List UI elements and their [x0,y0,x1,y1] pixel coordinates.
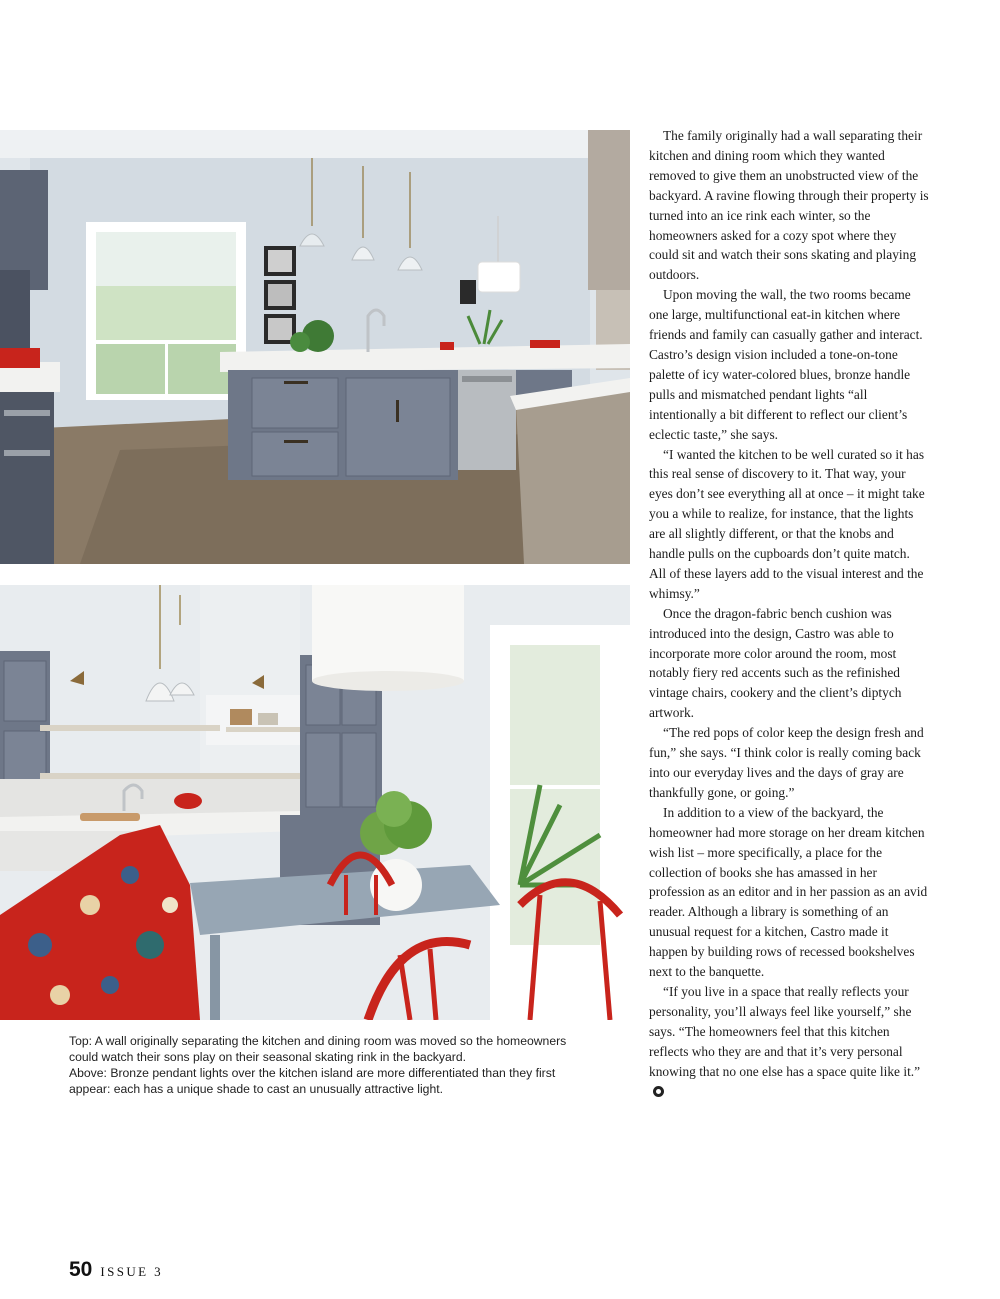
article-paragraph: Once the dragon-fabric bench cushion was introduced into the design, Castro was able to incorporate more color around the room, most notably fiery red accents such as the refinished vintage chairs, cookery and the client’s diptych artwork. [649,605,902,721]
article-paragraph: Upon moving the wall, the two rooms became one large, multifunctional eat-in kitchen where friends and family can casually gather and interact. Castro’s design vision included a tone-on-tone palette of icy water-colored blues, bronze handle pulls and mismatched pendant lights “all intentionally a bit different to reflect our client’s eclectic taste,” she says. [649,287,923,442]
page-number: 50 [69,1258,93,1281]
caption-top: Top: A wall originally separating the kitchen and dining room was moved so the homeowners could watch their sons play on their seasonal skating rink in the backyard. [69,1034,567,1064]
article-column [649,126,929,1101]
photo-caption [69,1033,584,1097]
caption-above: Above: Bronze pendant lights over the kitchen island are more differentiated than they first appear: each has a unique shade to cast an unusually attractive light. [69,1066,556,1096]
article-paragraph: The family originally had a wall separating their kitchen and dining room which they wanted removed to give them an unobstructed view of the backyard. A ravine flowing through their property is turned into an ice rink each winter, so the homeowners asked for a cozy spot where they could sit and watch their sons skating and playing outdoors. [649,128,929,283]
article-paragraph: “I wanted the kitchen to be well curated so it has this real sense of discovery to it. That way, your eyes don’t see everything all at once – it might take you a while to realize, for instance, that the lights are all slightly different, or that the knobs and handle pulls on the cupboards don’t quite match. All of these layers add to the visual interest and the whimsy.” [649,446,925,601]
article-paragraph: “The red pops of color keep the design fresh and fun,” she says. “I think color is really coming back into our everyday lives and the days of gray are thankfully gone, or going.” [649,725,924,800]
article-paragraph-final [649,982,929,1101]
end-of-article-icon [653,1086,664,1097]
issue-label: ISSUE 3 [100,1264,164,1279]
top-kitchen-photo [0,130,630,564]
article-paragraph-final-text: “If you live in a space that really reflects your personality, you’ll always feel like yourself,” she says. “The homeowners feel that this kitchen reflects who they are and that it’s very personal knowing that no one else has a space quite like it.” [649,983,921,1079]
page-folio [69,1258,163,1282]
bottom-banquette-photo [0,585,630,1020]
article-paragraph: In addition to a view of the backyard, the homeowner had more storage on her dream kitchen wish list – more specifically, a place for the collection of books she has amassed in her profession as an editor and in her passion as an avid reader. Although a library is something of an unusual request for a kitchen, Castro made it happen by building rows of recessed bookshelves next to the banquette. [649,804,928,980]
